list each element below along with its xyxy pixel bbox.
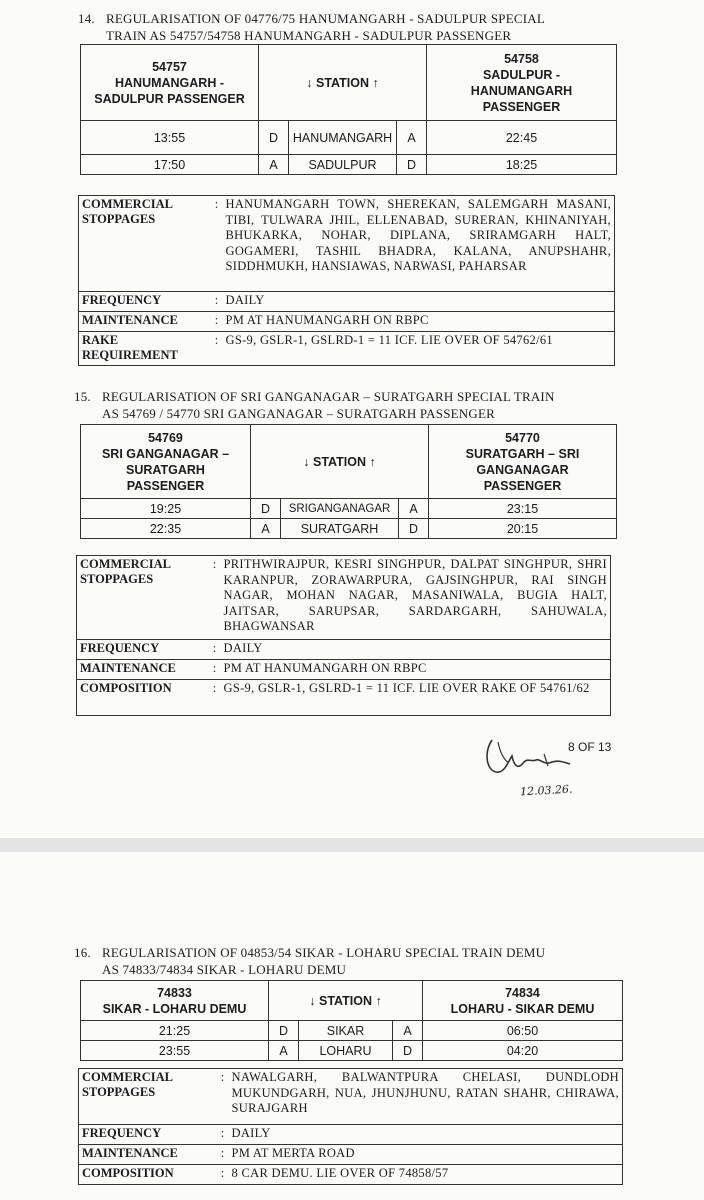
commercial-stoppages-row: COMMERCIAL STOPPAGES : PRITHWIRAJPUR, KESRI SINGHPUR, DALPAT SINGHPUR, SHRI KARANPUR, ZORAWARPURA, GAJSINGHPUR, RAI SINGH NAGAR, MOHAN NAGAR, MASANIWALA, BUGIA HALT, JAITSAR, SARUPSAR, SARDARGARH, SAHUWALA, BHAGWANSAR (77, 556, 611, 640)
section-15-details (76, 555, 611, 716)
section-16-heading: 16. REGULARISATION OF 04853/54 SIKAR - LOHARU SPECIAL TRAIN DEMU AS 74833/74834 SIKAR - LOHARU DEMU (74, 945, 546, 977)
train-54758-header: 54758 SADULPUR - HANUMANGARH PASSENGER (427, 45, 617, 121)
frequency-row: FREQUENCY : DAILY (79, 1125, 623, 1145)
maintenance-row: MAINTENANCE : PM AT HANUMANGARH ON RBPC (79, 312, 615, 332)
maintenance-row: MAINTENANCE : PM AT MERTA ROAD (79, 1145, 623, 1165)
table-row: 17:50 A SADULPUR D 18:25 (81, 155, 617, 175)
rake-requirement-row: RAKE REQUIREMENT : GS-9, GSLR-1, GSLRD-1 = 11 ICF. LIE OVER OF 54762/61 (79, 332, 615, 366)
composition-row: COMPOSITION : GS-9, GSLR-1, GSLRD-1 = 11 ICF. LIE OVER RAKE OF 54761/62 (77, 680, 611, 716)
commercial-stoppages-row: COMMERCIAL STOPPAGES : HANUMANGARH TOWN, SHEREKAN, SALEMGARH MASANI, TIBI, TULWARA JHIL, ELLENABAD, SURERAN, KHINANIYAH, BHUKARKA, NOHAR, DIPLANA, SRIRAMGARH HALT, GOGAMERI, TASHIL BHADRA, KALANA, ANUPSHAHR, SIDDHMUKH, HANSIAWAS, NARWASI, PAHARSAR (79, 196, 615, 292)
table-row: 19:25 D SRIGANGANAGAR A 23:15 (81, 499, 617, 519)
section-15-timetable (80, 424, 617, 539)
commercial-stoppages-row: COMMERCIAL STOPPAGES : NAWALGARH, BALWANTPURA CHELASI, DUNDLODH MUKUNDGARH, NUA, JHUNJHUNU, RATAN SHAHR, CHIRAWA, SURAJGARH (79, 1069, 623, 1125)
train-54770-header: 54770 SURATGARH – SRI GANGANAGAR PASSENGER (429, 425, 617, 499)
table-row: 22:35 A SURATGARH D 20:15 (81, 519, 617, 539)
section-15-heading: 15. REGULARISATION OF SRI GANGANAGAR – SURATGARH SPECIAL TRAIN AS 54769 / 54770 SRI GANGANAGAR – SURATGARH PASSENGER (74, 389, 555, 421)
section-16-timetable (80, 980, 623, 1061)
composition-row: COMPOSITION : 8 CAR DEMU. LIE OVER OF 74858/57 (79, 1165, 623, 1185)
station-header: ↓ STATION ↑ (259, 45, 427, 121)
maintenance-row: MAINTENANCE : PM AT HANUMANGARH ON RBPC (77, 660, 611, 680)
document-page-9 (0, 852, 704, 1200)
table-row: 21:25 D SIKAR A 06:50 (81, 1021, 623, 1041)
signature-date: 12.03.26. (519, 782, 573, 799)
section-14-details (78, 195, 615, 366)
train-54757-header: 54757 HANUMANGARH - SADULPUR PASSENGER (81, 45, 259, 121)
section-16-details (78, 1068, 623, 1185)
table-row: 13:55 D HANUMANGARH A 22:45 (81, 121, 617, 155)
frequency-row: FREQUENCY : DAILY (79, 292, 615, 312)
frequency-row: FREQUENCY : DAILY (77, 640, 611, 660)
section-14-heading: 14. REGULARISATION OF 04776/75 HANUMANGARH - SADULPUR SPECIAL TRAIN AS 54757/54758 HANUMANGARH - SADULPUR PASSENGER (78, 11, 545, 43)
station-header: ↓ STATION ↑ (269, 981, 423, 1021)
table-row: 23:55 A LOHARU D 04:20 (81, 1041, 623, 1061)
page-separator (0, 838, 704, 852)
train-74833-header: 74833 SIKAR - LOHARU DEMU (81, 981, 269, 1021)
train-54769-header: 54769 SRI GANGANAGAR – SURATGARH PASSENGER (81, 425, 251, 499)
page-number: 8 OF 13 (568, 740, 612, 754)
station-header: ↓ STATION ↑ (251, 425, 429, 499)
train-74834-header: 74834 LOHARU - SIKAR DEMU (423, 981, 623, 1021)
section-14-timetable (80, 44, 617, 175)
